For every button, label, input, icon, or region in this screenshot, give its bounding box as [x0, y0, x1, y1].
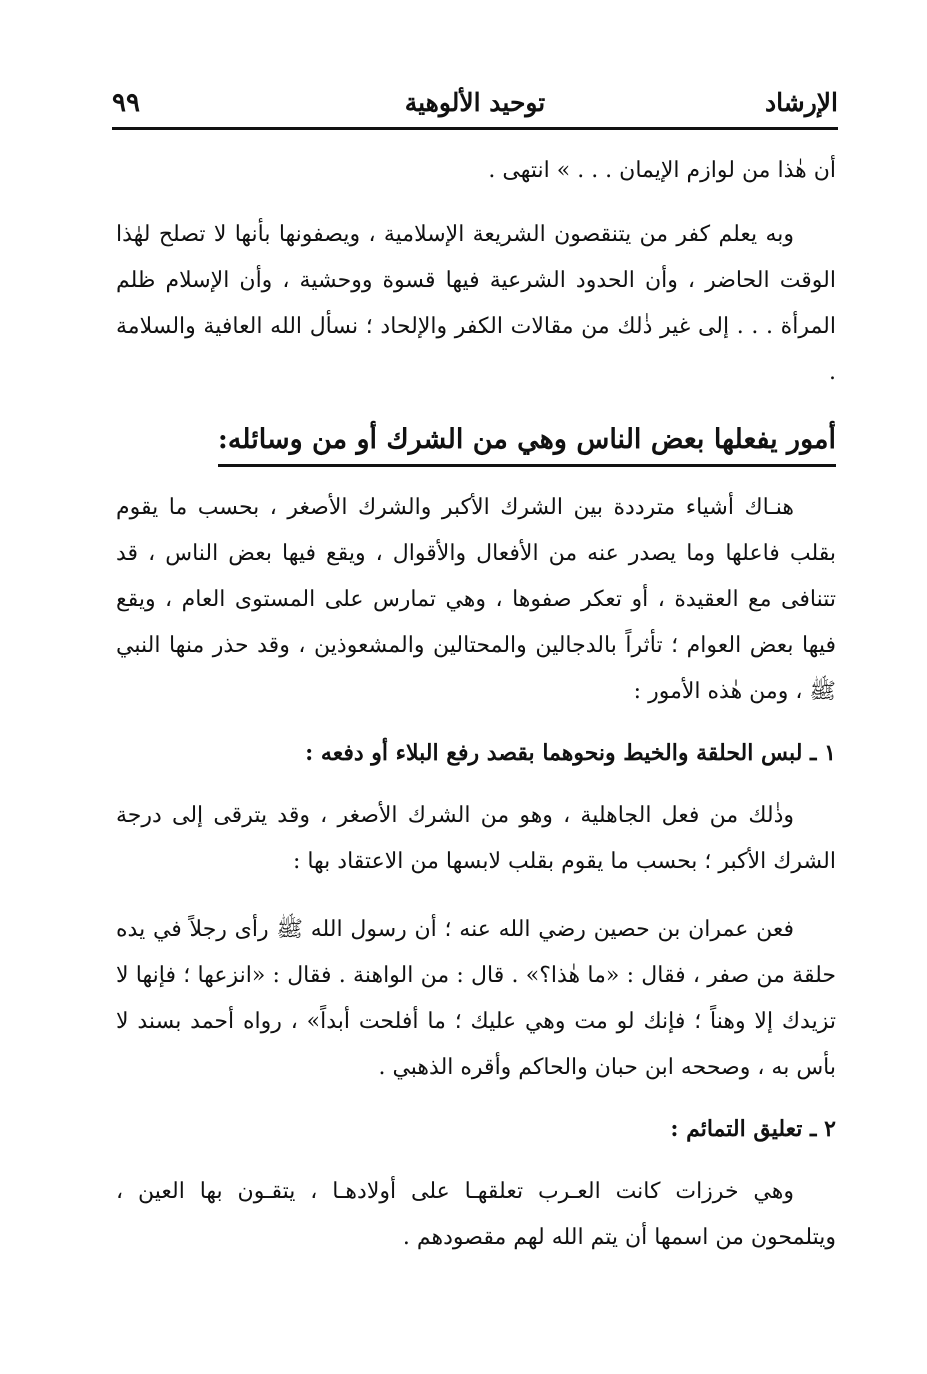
paragraph-hadith: فعن عمران بن حصين رضي الله عنه ؛ أن رسول الله ﷺ رأى رجلاً في يده حلقة من صفر ، فقال : «ما هٰذا؟» . قال : من الواهنة . فقال : «انزعها ؛ فإنها لا تزيدك إلا وهناً ؛ فإنك لو مت وهي عليك ؛ ما أفلحت أبداً» ، رواه أحمد بسند لا بأس به ، وصححه ابن حبان والحاكم وأقره الذهبي . — [116, 917, 836, 1080]
paragraph-quote-end: أن هٰذا من لوازم الإيمان . . . » انتهى . — [488, 158, 836, 183]
paragraph-intro: هنـاك أشياء مترددة بين الشرك الأكبر والشرك الأصغر ، بحسب ما يقوم بقلب فاعلها وما يصدر عنه من الأفعال والأقوال ، ويقع فيها بعض الناس ، قد تتنافى مع العقيدة ، أو تعكر صفوها ، وهي تمارس على المستوى العام ، ويقع فيها بعض العوام ؛ تأثراً بالدجالين والمحتالين والمشعوذين ، وقد حذر منها النبي ﷺ ، ومن هٰذه الأمور : — [116, 495, 836, 704]
page-body — [116, 148, 836, 1261]
paragraph-amulets: وهي خرزات كانت العـرب تعلقهـا على أولادهـا ، يتقـون بها العين ، ويتلمحون من اسمها أن يتم الله لهم مقصودهم . — [116, 1179, 836, 1250]
subheading-amulets: ٢ ـ تعليق التمائم : — [670, 1116, 836, 1142]
section-heading: أمور يفعلها بعض الناس وهي من الشرك أو من وسائله: — [218, 418, 836, 467]
paragraph-jahiliyya: وذٰلك من فعل الجاهلية ، وهو من الشرك الأصغر ، وقد يترقى إلى درجة الشرك الأكبر ؛ بحسب ما يقوم بقلب لابسها من الاعتقاد بها : — [116, 803, 836, 874]
page-number: ٩٩ — [112, 88, 140, 118]
chapter-title: توحيد الألوهية — [404, 88, 546, 117]
page-header — [112, 84, 838, 124]
header-rule — [112, 127, 838, 130]
book-title: الإرشاد — [765, 88, 838, 117]
paragraph-shariah: وبه يعلم كفر من يتنقصون الشريعة الإسلامية ، ويصفونها بأنها لا تصلح لهٰذا الوقت الحاضر ، وأن الحدود الشرعية فيها قسوة ووحشية ، وأن الإسلام ظلم المرأة . . . إلى غير ذٰلك من مقالات الكفر والإلحاد ؛ نسأل الله العافية والسلامة . — [116, 222, 836, 385]
subheading-ring-thread: ١ ـ لبس الحلقة والخيط ونحوهما بقصد رفع البلاء أو دفعه : — [305, 740, 836, 766]
